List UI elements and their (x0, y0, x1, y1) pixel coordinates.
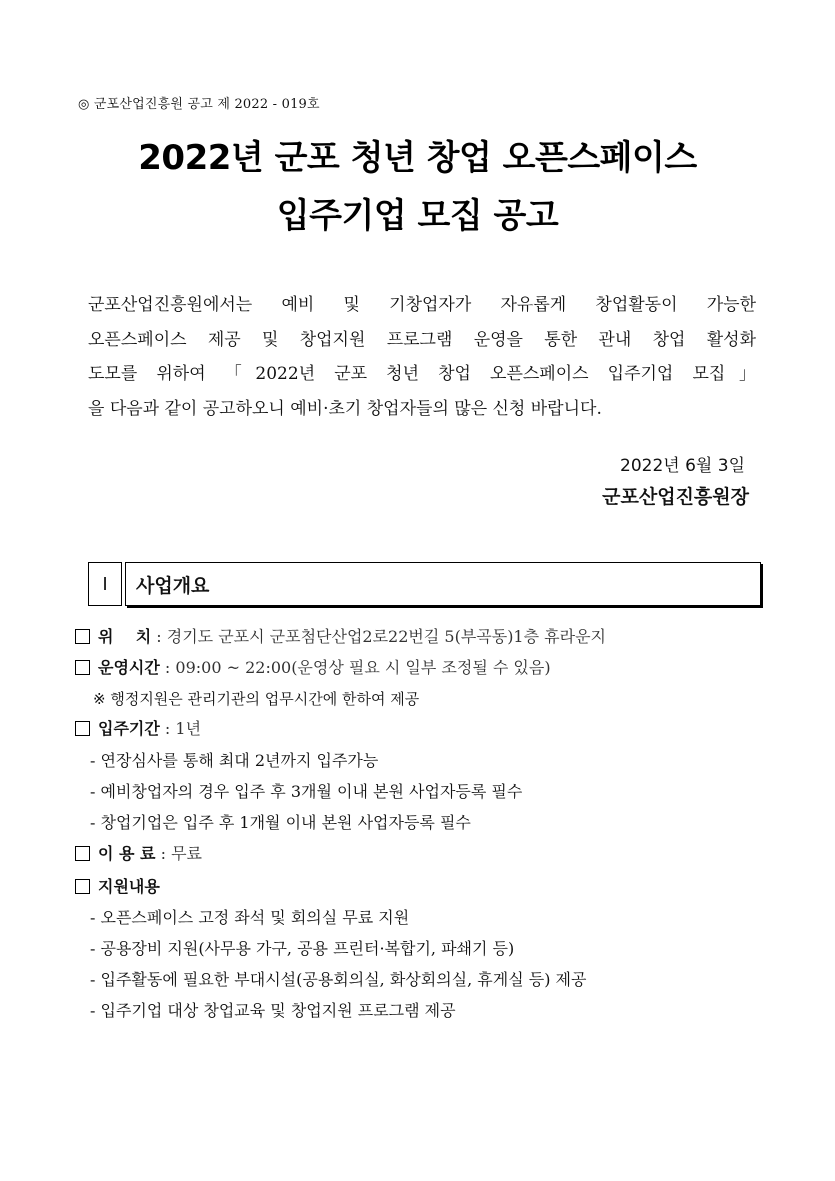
checkbox-square-icon (75, 879, 90, 894)
support-detail: - 입주기업 대상 창업교육 및 창업지원 프로그램 제공 (90, 1001, 456, 1020)
item-hours (75, 655, 551, 678)
item-value: : 무료 (155, 844, 202, 863)
item-value: : 09:00 ~ 22:00(운영상 필요 시 일부 조정될 수 있음) (159, 658, 551, 677)
support-detail: - 입주활동에 필요한 부대시설(공용회의실, 화상회의실, 휴게실 등) 제공 (90, 970, 587, 989)
item-period (75, 716, 201, 739)
intro-paragraph (88, 288, 756, 426)
checkbox-square-icon (75, 629, 90, 644)
item-label: 운영시간 (98, 658, 160, 677)
item-label: 입주기간 (98, 719, 160, 738)
item-location (75, 624, 606, 647)
intro-line: 도모를 위하여 「2022년 군포 청년 창업 오픈스페이스 입주기업 모집」 (88, 364, 756, 384)
page-title-line2: 입주기업 모집 공고 (276, 196, 559, 236)
item-label: 위 치 (98, 627, 152, 646)
item-fee (75, 841, 202, 864)
section-title: 사업개요 (125, 562, 761, 606)
issuer-name: 군포산업진흥원장 (602, 486, 749, 508)
notice-date: 2022년 6월 3일 (620, 456, 745, 476)
item-value: : 1년 (159, 719, 202, 738)
period-detail: - 예비창업자의 경우 입주 후 3개월 이내 본원 사업자등록 필수 (90, 782, 523, 801)
notice-number: ◎ 군포산업진흥원 공고 제 2022 - 019호 (78, 97, 320, 112)
checkbox-square-icon (75, 721, 90, 736)
hours-note: ※ 행정지원은 관리기관의 업무시간에 한하여 제공 (93, 690, 420, 708)
checkbox-square-icon (75, 660, 90, 675)
item-label: 이 용 료 (98, 844, 156, 863)
support-detail: - 공용장비 지원(사무용 가구, 공용 프린터·복합기, 파쇄기 등) (90, 939, 515, 958)
intro-line: 을 다음과 같이 공고하오니 예비·초기 창업자들의 많은 신청 바랍니다. (88, 398, 602, 419)
item-label: 지원내용 (98, 877, 160, 896)
item-value: : 경기도 군포시 군포첨단산업2로22번길 5(부곡동)1층 휴라운지 (151, 627, 606, 646)
checkbox-square-icon (75, 846, 90, 861)
period-detail: - 창업기업은 입주 후 1개월 이내 본원 사업자등록 필수 (90, 813, 471, 832)
item-support (75, 874, 160, 897)
period-detail: - 연장심사를 통해 최대 2년까지 입주가능 (90, 751, 379, 770)
page-title-line1: 2022년 군포 청년 창업 오픈스페이스 (138, 138, 697, 178)
section-header (88, 562, 761, 606)
intro-line: 군포산업진흥원에서는 예비 및 기창업자가 자유롭게 창업활동이 가능한 (88, 295, 756, 315)
support-detail: - 오픈스페이스 고정 좌석 및 회의실 무료 지원 (90, 908, 410, 927)
section-number: Ⅰ (88, 562, 122, 606)
intro-line: 오픈스페이스 제공 및 창업지원 프로그램 운영을 통한 관내 창업 활성화 (88, 329, 756, 350)
